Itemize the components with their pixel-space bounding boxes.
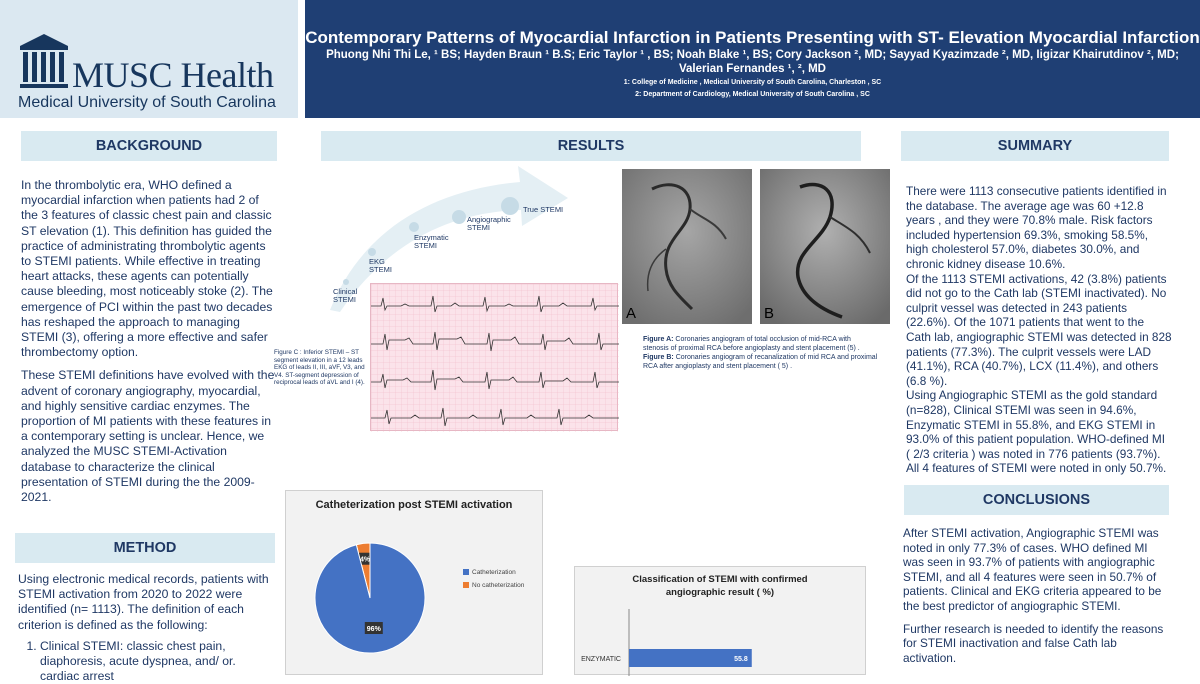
bar-chart-plot (575, 567, 867, 676)
conclusions-paragraph-1: After STEMI activation, Angiographic STEMI was noted in only 77.3% of cases. WHO defined MI was seen in 93.7% of patients with angiographic STEMI, and all 4 features were seen in 50.7% of patients. Clinical and EKG criteria appeared to be the best predictor of angiographic STEMI. (903, 526, 1162, 613)
arrow-label-enzymatic: Enzymatic STEMI (414, 233, 449, 250)
pie-legend-swatch-blue (463, 569, 469, 575)
summary-paragraph-2: Of the 1113 STEMI activations, 42 (3.8%) patients did not go to the Cath lab (STEMI inactivated). No culprit vessel was detected in 243 patients (22.6%). Of the 1071 patients that went to the Cath lab, angiographic STEMI was detected in 828 patients (77.3%). The culprit vessels were LAD (41.1%), RCA (40.7%), LCX (11.4%), and others (6.8 %). (906, 271, 1172, 388)
figure-a-text: Coronaries angiogram of total occlusion of mid-RCA with stenosis of proximal RCA before angioplasty and stent placement (5) . (643, 336, 860, 352)
method-heading: METHOD (15, 533, 275, 563)
results-heading: RESULTS (321, 131, 861, 161)
bar-chart-title: Classification of STEMI with confirmed angiographic result ( %) (632, 574, 808, 598)
method-text (18, 572, 276, 684)
musc-logo-icon (18, 32, 70, 90)
summary-heading: SUMMARY (901, 131, 1169, 161)
summary-text (906, 184, 1172, 476)
logo-subtitle: Medical University of South Carolina (18, 94, 276, 111)
method-list (40, 639, 276, 684)
pie-chart (285, 490, 543, 675)
bar-data-label: 55.8 (734, 656, 748, 663)
arrow-label-clinical: Clinical STEMI (333, 287, 358, 304)
poster-title: Contemporary Patterns of Myocardial Infarction in Patients Presenting with ST- Elevation Myocardial Infarction (305, 28, 1200, 47)
pie-legend-swatch-orange (463, 582, 469, 588)
method-item: 1. Clinical STEMI: classic chest pain, diaphoresis, acute dyspnea, and/ or. cardiac arrest (40, 639, 276, 684)
background-heading: BACKGROUND (21, 131, 277, 161)
angiogram-a-vessel-icon (622, 169, 752, 324)
background-paragraph-1: In the thrombolytic era, WHO defined a myocardial infarction when patients had 2 of the 3 features of classic chest pain and classic ST elevation (1). This definition has guided the practice of administrating thrombolytic agents to STEMI patients. While effective in treating heart attacks, these agents can potentially cause bleeding, most noticeably stoke (2). The emergence of PCI within the past two decades has reshaped the approach to managing STEMI (3), offering a more effective and safer thrombectomy option. (21, 178, 273, 360)
pie-slice-catheterization (315, 543, 425, 653)
figure-a-label: Figure A: (643, 336, 674, 343)
background-paragraph-2: These STEMI definitions have evolved with the advent of coronary angiography, myocardial, and highly sensitive cardiac enzymes. The proportion of MI patients with these features in a contemporary setting is unclear. Hence, we analyzed the MUSC STEMI-Activation database to characterize the clinical presentation of STEMI during the the 2009-2021. (21, 368, 275, 505)
bar-category-label: ENZYMATIC (581, 656, 621, 663)
pie-data-label: 4% (359, 556, 371, 564)
figure-ab-caption (643, 335, 878, 371)
pie-chart-title: Catheterization post STEMI activation (315, 499, 513, 511)
figure-b-label: Figure B: (643, 354, 674, 361)
arrow-label-true: True STEMI (523, 205, 564, 214)
arrow-label-ekg: EKG STEMI (369, 257, 392, 274)
pie-legend-label: Catheterization (472, 569, 516, 576)
pie-legend-label: No catheterization (472, 582, 525, 589)
ekg-trace-icon (371, 284, 619, 432)
bar-chart (574, 566, 866, 675)
arrow-label-angiographic: Angiographic STEMI (467, 215, 511, 232)
pie-legend-no-catheterization (463, 582, 524, 589)
authors-line-2: Valerian Fernandes ¹, ², MD (679, 63, 826, 75)
angiogram-a-letter: A (626, 305, 637, 322)
method-paragraph: Using electronic medical records, patients with STEMI activation from 2020 to 2022 were identified (n= 1113). The definition of each criterion is defined as the following: (18, 572, 269, 632)
logo-name: MUSC Health (72, 55, 274, 95)
pie-chart-plot (286, 516, 544, 676)
title-banner (305, 0, 1200, 118)
conclusions-text (903, 526, 1171, 673)
pie-legend-catheterization (463, 569, 516, 576)
authors-line-1: Phuong Nhi Thi Le, ¹ BS; Hayden Braun ¹ B.S; Eric Taylor ¹ , BS; Noah Blake ¹, BS; Cory Jackson ², MD; Sayyad Kyazimzade ², MD, Iigizar Khairutdinov ², MD; (326, 49, 1179, 61)
conclusions-heading: CONCLUSIONS (904, 485, 1169, 515)
conclusions-paragraph-2: Further research is needed to identify the reasons for STEMI inactivation and false Cath lab activation. (903, 621, 1164, 665)
figure-b-text: Coronaries angiogram of recanalization of mid RCA and proximal RCA after angioplasty and stent placement ( 5) . (643, 354, 878, 370)
angiogram-b-vessel-icon (760, 169, 890, 324)
background-text (21, 178, 277, 513)
ekg-image (370, 283, 618, 431)
angiogram-a-image (622, 169, 752, 324)
summary-paragraph-1: There were 1113 consecutive patients identified in the database. The average age was 60 +12.8 years , and they were 70.8% male. Risk factors included hypertension 69.3%, smoking 58.5%, high cholesterol 57.0%, diabetes 30.0%, and chronic kidney disease 10.6%. (906, 184, 1167, 271)
pie-data-label: 96% (366, 626, 381, 634)
summary-paragraph-3: Using Angiographic STEMI as the gold standard (n=828), Clinical STEMI was seen in 94.6%, Enzymatic STEMI in 55.8%, and EKG STEMI in 93.0% of this patient population. WHO-defined MI ( 2/3 criteria ) was noted in 776 patients (93.7%). All 4 features of STEMI were noted in only 50.7%. (906, 388, 1167, 476)
affiliation-2: 2: Department of Cardiology, Medical University of South Carolina , SC (635, 91, 870, 98)
angiogram-b-image (760, 169, 890, 324)
affiliation-1: 1: College of Medicine , Medical University of South Carolina, Charleston , SC (623, 79, 882, 86)
logo-panel (0, 0, 298, 118)
angiogram-b-letter: B (764, 305, 775, 322)
figure-c-caption: Figure C : Inferior STEMI – ST segment elevation in a 12 leads EKG of leads II, III, aVF, V3, and V4. ST-segment depression of reciprocal leads of aVL and I (4). (274, 349, 365, 387)
